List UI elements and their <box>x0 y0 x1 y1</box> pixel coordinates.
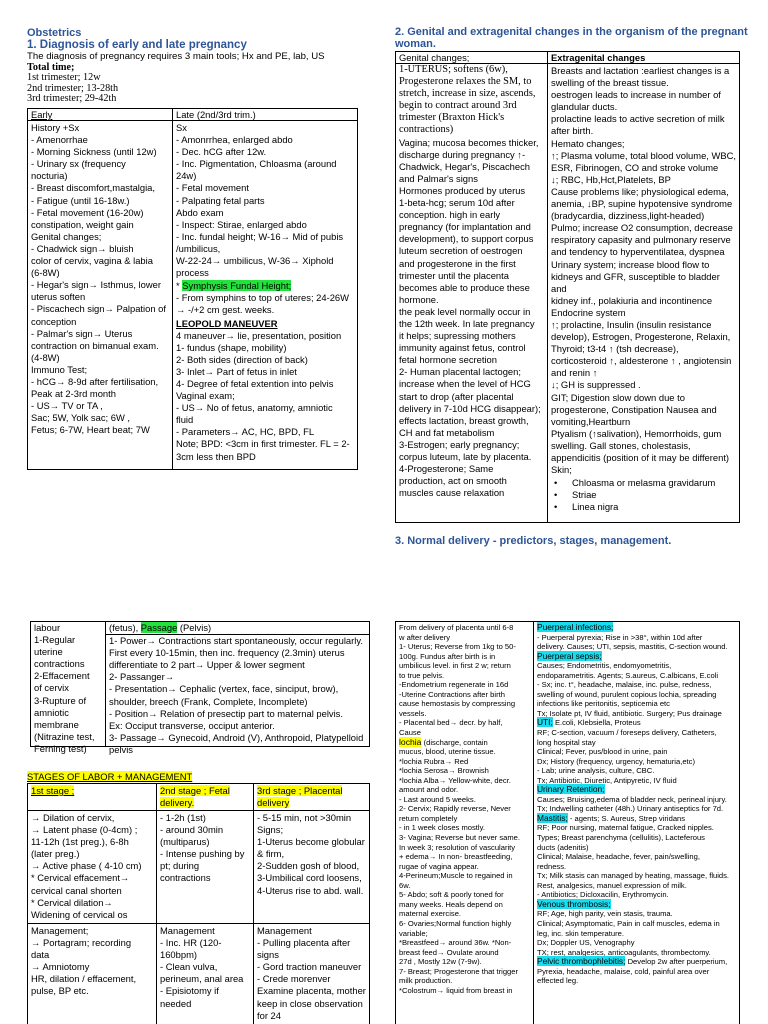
stage-2-body: - 1-2h (1st) - around 30min (multiparus) - Intense pushing by pt; during contractions <box>160 812 245 884</box>
late-body-2: - From symphins to top of uteres; 24-26W → -/+2 cm gest. weeks. <box>176 292 349 316</box>
components-body: 1- Power→ Contractions start spontaneously, occur regularly. First every 10-15min, then inc. frequency (2.3min) uterus differentiate to 2 part→ Upper & lower segment 2- Passanger→ - Presentation→ Cephalic (vertex, face, sinciput, brow), shoulder, breech (Frank, Complete, Incomplete) - Position→ Relation of presectip part to maternal pelvis. Ex: Occiput transverse, occiput anterior. 3- Passage→ Gynecoid, Android (V), Anthropoid, Platypelloid pelvis <box>109 635 364 755</box>
stage-1-body: → Dilation of cervix, → Latent phase (0-4cm) ; 11-12h (1st preg.), 6-8h (later preg.) → Active phase ( 4-10 cm) * Cervical effacement→ cervical canal shorten * Cervical dilation→ Widening of cervical os <box>31 812 142 920</box>
pelvic-title: Pelvic thrombophlebitis; <box>537 956 626 967</box>
stage-divider <box>157 810 253 811</box>
infections-text-4: Causes; Bruising,edema of bladder neck, perineal injury. Tx; Indwelling catheter (48h.) Urinary antiseptics for 7d. <box>537 794 727 814</box>
leopold-title: LEOPOLD MANEUVER <box>176 317 278 329</box>
intro-line: 2nd trimester; 13-28th <box>27 82 119 94</box>
extragenital-header: Extragenital changes <box>548 52 739 64</box>
stage-divider <box>28 810 156 811</box>
skin-bullet-list <box>548 477 739 513</box>
puerperium-column <box>396 622 534 1024</box>
venous-title-row <box>534 900 739 910</box>
infections-text-3: E.coli, Klebsiella, Proteus RF; C-section, vacuum / foreseps delivery, Catheters, long hospital stay Clinical; Fever, pus/blood in urine, pain Dx; History (frequency, urgency, hematuria,etc) - Lab; urine analysis, culture, CBC. Tx; Antibiotic, Diuretic, Antipyretic, IV fluid <box>537 718 717 785</box>
stage-2-management: Management - Inc. HR (120- 160bpm) - Clean vulva, perineum, anal area - Episiotomy if needed <box>160 925 244 1009</box>
infections-title: Puerperal infections; <box>537 622 614 632</box>
puerperium-body-2 <box>396 738 533 997</box>
stage-1-header-text: 1st stage ; <box>31 785 75 796</box>
genital-body: 1-UTERUS; softens (6w), Progesterone relaxes the SM, to stretch, increase in size, ascends, begin to contract around 3rd trimester (Braxton Hick's contractions) <box>399 64 536 136</box>
fetus-text: (fetus), <box>109 622 139 633</box>
section-1-heading: 1. Diagnosis of early and late pregnancy <box>27 39 247 51</box>
labour-table <box>30 621 370 755</box>
stage-3-body: - 5-15 min, not >30min Signs; 1-Uterus become globular & firm, 2-Sudden gosh of blood, 3-Umbilical cord loosens, 4-Uterus rise to abd. wall. <box>257 812 365 896</box>
section-2-heading: 2. Genital and extragenital changes in the organism of the pregnant woman. <box>395 26 748 50</box>
mastitis-title: Mastitis; <box>537 812 568 823</box>
pelvis-text: (Pelvis) <box>179 622 212 633</box>
venous-title: Venous thrombosis; <box>537 898 611 909</box>
components-first-line <box>106 622 369 634</box>
late-body-3: 4 maneuver→ lie, presentation, position 1- fundus (shape, mobility) 2- Both sides (direction of back) 3- Inlet→ Part of fetus in inlet 4- Degree of fetal extention into pelvis Vaginal exam; - US→ No of fetus, anatomy, amniotic fluid - Parameters→ AC, HC, BPD, FL Note; BPD: <3cm in first trimester. FL = 2- 3cm less then BPD <box>176 329 350 462</box>
stages-table <box>27 783 370 1024</box>
stage-2-header <box>160 785 230 808</box>
stage-3-header-wrap <box>254 784 369 810</box>
skin-bullet: • Striae <box>554 489 739 501</box>
puerperium-body: From delivery of placenta until 6-8 w after delivery 1- Uterus; Reverse from 1kg to 50- 100g. Fundus after birth is in umbilicus level. in first 2 w; return to true pelvis. -Endometrium regenerate in 16d -Uterine Contractions after birth cause hemostasis by compressing vessels. - Placental bed→ decr. by half, Cause <box>399 623 516 738</box>
early-body: History +Sx - Amenorrhae - Morning Sickness (until 12w) - Urinary sx (frequency nocturia) - Breast discomfort,mastalgia, - Fatigue (until 16-18w.) - Fetal movement (16-20w) constipation, weight gain Genital changes; - Chadwick sign→ bluish color of cervix, vagina & labia (6-8W) - Hegar's sign→ Isthmus, lower uterus soften - Piscachech sign→ Palpation of conception - Palmar's sign→ Uterus contraction on bimanual exam. (4-8W) Immuno Test; - hCG→ 8-9d after fertilisation, Peak at 2-3rd month - US→ TV or TA , Sac; 5W, Yolk sac; 6W , Fetus; 6-7W, Heart beat; 7W <box>31 122 166 436</box>
early-header: Early <box>28 109 172 121</box>
stage-divider <box>254 810 369 811</box>
page-gap <box>0 548 768 612</box>
intro-line: The diagnosis of pregnancy requires 3 main tools; Hx and PE, lab, US <box>27 51 325 62</box>
stage-2-column <box>157 784 254 1024</box>
genital-column <box>396 52 548 522</box>
stage-2-header-text: 2nd stage ; Fetal delivery. <box>160 785 230 808</box>
infections-title-row <box>534 622 739 633</box>
puerperium-body-2-text: (discharge, contain mucus, blood, uterine tissue. *lochia Rubra→ Red *lochia Serosa→ Brownish *lochia Alba→ Yellow-white, decr. amount and odor. - Last around 5 weeks. 2- Cervix; Rapidly reverse, Never return completely - in 1 week closes mostly. 3- Vagina; Reverse but never same. In week 3; resolution of vascularity + edema→ In non- breastfeeding, rugae of vagina appear. 4-Perineum;Muscle to regained in 6w. 5- Abdo; soft & poorly toned for many weeks. Heals depend on maternal exercise. 6- Ovaries;Normal function highly variable; *Breastfeed→ around 36w. *Non- breast feed→ Ovulate around 27d , Mostly 12w (7-9w). 7- Breast; Progesterone that trigger milk production. *Colostrum→ liquid from breast in <box>399 737 520 995</box>
stages-title-text: STAGES OF LABOR + MANAGEMENT <box>27 771 193 782</box>
infections-column <box>534 622 739 1024</box>
stage-3-column <box>254 784 369 1024</box>
retention-title-row <box>534 785 739 795</box>
components-column <box>106 622 369 755</box>
stages-title <box>27 771 192 782</box>
genital-header: Genital changes; <box>396 52 547 64</box>
lochia-highlight: lochia <box>399 736 422 747</box>
sepsis-title: Puerperal sepsis; <box>537 650 602 661</box>
changes-table <box>395 51 740 523</box>
late-column <box>173 109 357 469</box>
stage-3-header-text: 3rd stage ; Placental delivery <box>257 785 343 808</box>
fundal-height-highlight: Symphysis Fundal Height; <box>182 280 292 292</box>
intro-line: Total time; <box>27 61 75 73</box>
late-body-1: Sx - Amonrrhea, enlarged abdo - Dec. hCG after 12w. - Inc. Pigmentation, Chloasma (around 24w) - Fetal movement - Palpating fetal parts Abdo exam - Inspect: Stirae, enlarged abdo - Inc. fundal height; W-16→ Mid of pubis /umbilicus, W-22-24→ umbilicus, W-36→ Xiphold process <box>176 122 344 279</box>
uti-title: UTI; <box>537 717 553 728</box>
infections-text-6: RF; Age, high parity, vein stasis, trauma. Clinical; Asymptomatic, Pain in calf muscles, edema in leg, inc. skin temperature. Dx; Doppler US, Venography TX; rest, analgesics, anticoagulants, thrombectomy. <box>537 909 720 957</box>
extragenital-column <box>548 52 739 522</box>
stage-3-management: Management - Pulling placenta after signs - Gord traction maneuver - Crede morenver Examine placenta, mother keep in close observation for 24 <box>257 925 366 1021</box>
doc-title: Obstetrics <box>27 27 82 39</box>
pelvic-row <box>534 957 739 987</box>
genital-body-2: Vagina; mucosa becomes thicker, discharge during pregnancy ↑- Chadwick, Hegar's, Piscachech and Palmar's signs Hormones produced by uterus 1-beta-hcg; serum 10d after conception. high in early pregnancy (for implantation and development), to support corpus luteum secretion of oestrogen and progesterone in the first trimester until the placenta becomes able to produce these hormone. the peak level normally occur in the 12th week. In late pregnancy it helps; supressing mothers immunity against fetus, control fetal hormone secretion 2- Human placental lactogen; increase when the level of HCG start to drop (after placental delivery in 7-10d HCG disappear); effects lactation, breast growth, CH and fat metabolism 3-Estrogen; early pregnancy; corpus luteum, late by placenta. 4-Progesterone; Same production, act on smooth muscles cause relaxation <box>399 136 541 499</box>
early-column <box>28 109 173 469</box>
uti-row <box>534 718 739 785</box>
section-3-heading: 3. Normal delivery - predictors, stages, management. <box>395 535 672 547</box>
intro-line: 1st trimester; 12w <box>27 72 101 84</box>
retention-title: Urinary Retention; <box>537 784 605 795</box>
mastitis-row <box>534 814 739 900</box>
passage-highlight: Passage <box>140 622 178 633</box>
stage-1-column <box>28 784 157 1024</box>
page-bottom <box>0 612 768 1024</box>
extragenital-body: Breasts and lactation :earliest changes is a swelling of the breast tissue. oestrogen leads to increase in number of glandular ducts. prolactine leads to active secretion of milk after birth. Hemato changes; ↑; Plasma volume, total blood volume, WBC, ESR, Fibrinogen, CO and stroke volume ↓; RBC, Hb,Hct,Platelets, BP Cause problems like; physiological edema, anemia, ↓BP, supine hypotensive syndrome (bradycardia, dizziness,light-headed) Pulmo; increase O2 consumption, decrease respiratory capasity and pulmonary reserve and tendency to hyperventilatea, dyspnea Urinary system; increase blood flow to kidneys and GFR, susceptible to bladder and kidney inf., polakiuria and incontinence Endocrine system ↑; prolactine, Insulin (insulin resistance develop), Estrogen, Progesterone, Relaxin, Thyroid; t3-t4 ↑ (tsh decrease), corticosteroid ↑, aldesterone ↑ , angiotensin and renin ↑ ↓; GH is suppressed . GIT; Digestion slow down due to progesterone, Constipation Nausea and vomiting,Heartburn Ptyalism (↑salivation), Hemorrhoids, gum swelling. Gall stones, cholestasis, appendicitis (position of it may be different) Skin; <box>551 65 736 476</box>
infections-text-1: - Puerperal pyrexia; Rise in >38°, within 10d after delivery. Causes; UTI, sepsis, mastitis, C-section wound. <box>537 632 728 652</box>
infections-text-7: Develop 2w after puerperium, Pyrexia, headache, malaise, cold, painful area over effected leg. <box>537 957 728 986</box>
components-divider <box>106 634 369 635</box>
labour-body: labour 1-Regular uterine contractions 2-Effacement of cervix 3-Rupture of amniotic membrane (Nitrazine test, Ferning test) <box>34 622 95 754</box>
labour-column <box>31 622 106 754</box>
stage-1-management: Management; → Portagram; recording data → Amniotomy HR, dilation / effacement, pulse, BP etc. <box>31 925 137 997</box>
skin-bullet: • Linea nigra <box>554 501 739 513</box>
infections-text-2: Causes; Endometritis, endomyometritis, endoparametritis. Agents; S.aureus, C.albicans, E.coli - Sx; inc. t°, headache, malaise, inc. pulse, redness, swelling of wound, purulent copious lochia, spreading infections like peritonitis, septicemia etc Tx; Isolate pt, IV fluid, antibiotic. Surgery; Pus drainage <box>537 661 722 718</box>
late-highlight-row: * Symphysis Fundal Height; <box>176 280 292 292</box>
intro-block <box>27 52 325 105</box>
stage-2-header-wrap <box>157 784 253 810</box>
late-header: Late (2nd/3rd trim.) <box>173 109 357 121</box>
stage-1-header <box>28 784 156 810</box>
sepsis-title-row <box>534 652 739 662</box>
diagnosis-table <box>27 108 358 470</box>
skin-bullet: • Chloasma or melasma gravidarum <box>554 477 739 489</box>
puerperium-table <box>395 621 740 1024</box>
intro-line: 3rd trimester; 29-42th <box>27 93 117 105</box>
infections-text-5: - agents; S. Aureus, Strep viridans RF; Poor nursing, maternal fatigue, Cracked nipples. Types; Breast parenchyma (cellulitis), Lacteferous ducts (adenitis) Clinical; Malaise, headache, fever, pain/swelling, redness. Tx; Milk stasis can managed by heating, massage, fluids. Rest, analgesics, manuel expression of milk. - Antibiotics; Dicloxacilin, Erythromycin. <box>537 813 730 900</box>
